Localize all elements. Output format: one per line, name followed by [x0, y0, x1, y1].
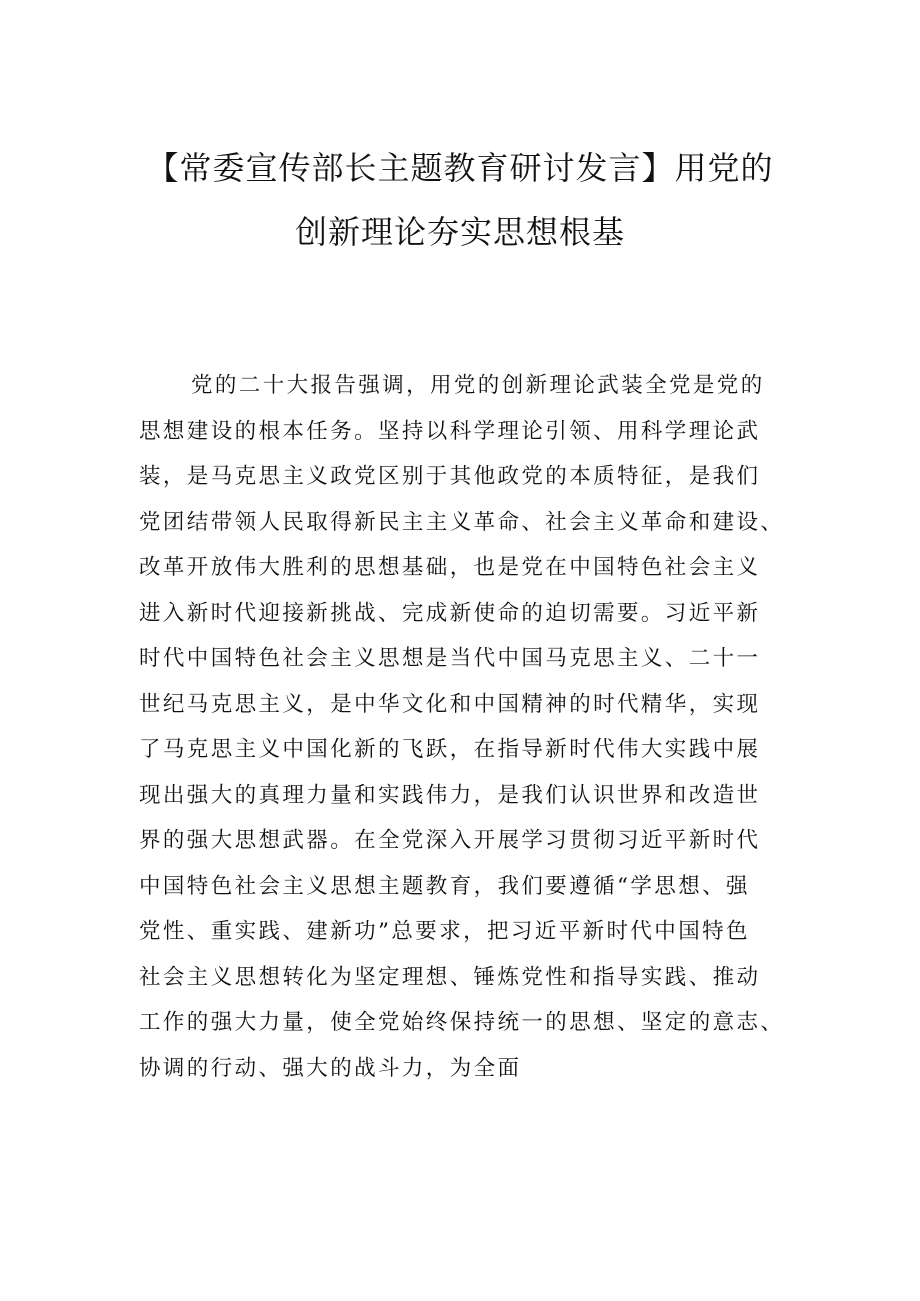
paragraph-line: 装，是马克思主义政党区别于其他政党的本质特征，是我们 — [139, 464, 761, 489]
paragraph-line: 工作的强大力量，使全党始终保持统一的思想、坚定的意志、 — [139, 1010, 785, 1035]
paragraph-line: 进入新时代迎接新挑战、完成新使命的迫切需要。习近平新 — [139, 600, 761, 626]
paragraph-line: 界的强大思想武器。在全党深入开展学习贯彻习近平新时代 — [139, 828, 761, 853]
paragraph-line: 现出强大的真理力量和实践伟力，是我们认识世界和改造世 — [139, 782, 761, 808]
paragraph-line: 协调的行动、强大的战斗力，为全面 — [139, 1055, 522, 1081]
paragraph-line: 时代中国特色社会主义思想是当代中国马克思主义、二十一 — [139, 646, 761, 671]
paragraph-line: 改革开放伟大胜利的思想基础，也是党在中国特色社会主义 — [139, 555, 761, 580]
paragraph-line: 中国特色社会主义思想主题教育，我们要遵循“学思想、强 — [139, 873, 750, 899]
paragraph-line: 党的二十大报告强调，用党的创新理论武装全党是党的 — [191, 373, 765, 398]
title-line: 【常委宣传部长主题教育研讨发言】用党的 — [146, 149, 774, 187]
paragraph-line: 了马克思主义中国化新的飞跃，在指导新时代伟大实践中展 — [139, 737, 761, 762]
paragraph-line: 党团结带领人民取得新民主主义革命、社会主义革命和建设、 — [139, 509, 785, 535]
paragraph-line: 世纪马克思主义，是中华文化和中国精神的时代精华，实现 — [139, 691, 761, 717]
paragraph-line: 思想建设的根本任务。坚持以科学理论引领、用科学理论武 — [139, 418, 761, 444]
paragraph-line: 党性、重实践、建新功”总要求，把习近平新时代中国特色 — [139, 919, 750, 944]
document-title — [0, 149, 920, 251]
paragraph-line: 社会主义思想转化为坚定理想、锤炼党性和指导实践、推动 — [139, 964, 761, 990]
title-line: 创新理论夯实思想根基 — [294, 213, 625, 251]
document-body — [139, 363, 799, 1091]
